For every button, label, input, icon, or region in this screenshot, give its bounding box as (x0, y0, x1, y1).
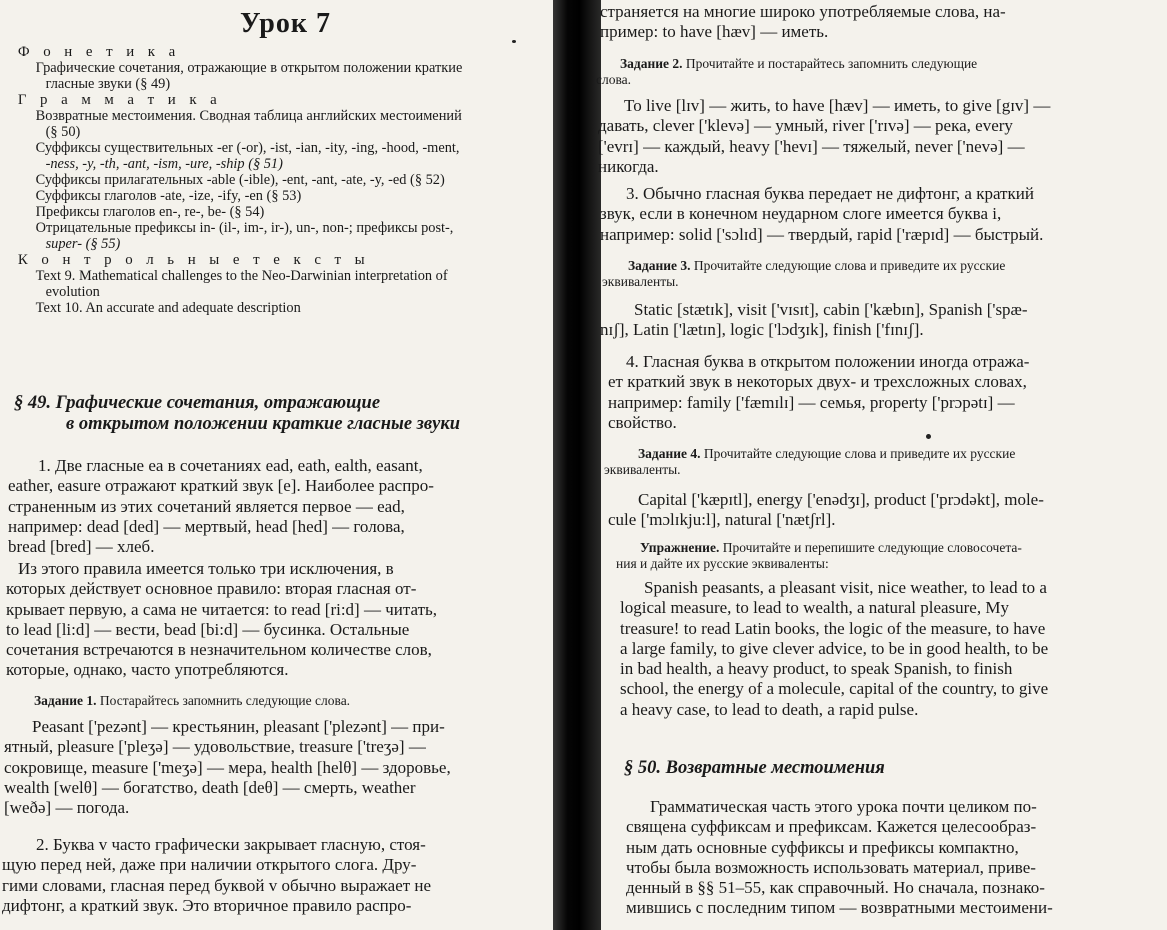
task-text: Прочитайте и постарайтесь запомнить следующие (685, 56, 978, 71)
text-line: to lead [li:d] — вести, bead [bi:d] — бусинка. Остальные (6, 619, 410, 639)
text-line: bread [bred] — хлеб. (8, 537, 155, 557)
toc-item-continued: -ness, -y, -th, -ant, -ism, -ure, -ship (§ 51) (45, 156, 283, 172)
paragraph-rule-2 (2, 835, 542, 916)
right-page (590, 0, 1167, 930)
task-text: эквиваленты. (604, 462, 681, 477)
task-4 (604, 446, 1016, 478)
task-text: Постарайтесь запомнить следующие слова. (99, 693, 351, 708)
paragraph-rule-3 (600, 184, 1160, 245)
task-text: Прочитайте следующие слова и приведите их русские (703, 446, 1016, 461)
section-title-line: § 49. Графические сочетания, отражающие (14, 393, 381, 413)
text-line: ['evrɪ] — каждый, heavy ['hevɪ] — тяжелый, never ['nevə] — (598, 136, 1025, 156)
text-line: свойство. (608, 412, 677, 432)
text-line: давать, clever ['klevə] — умный, river ['rɪvə] — река, every (598, 116, 1013, 136)
text-line: school, the energy of a molecule, capital of the country, to give (620, 679, 1049, 699)
paragraph-section-50 (626, 797, 1166, 919)
text-line: щую перед ней, даже при наличии открытого слога. Дру- (2, 855, 417, 875)
toc-item: Text 9. Mathematical challenges to the Neo-Darwinian interpretation of (35, 268, 448, 284)
text-line: logical measure, to lead to wealth, a natural pleasure, My (620, 598, 1009, 618)
paragraph-word-list-4 (608, 490, 1160, 531)
toc-item: Суффиксы существительных -er (-or), -ist, -ian, -ity, -ing, -hood, -ment, (35, 140, 460, 156)
table-of-contents (0, 44, 560, 316)
toc-item: Графические сочетания, отражающие в открытом положении краткие (35, 60, 463, 76)
lesson-title: Урок 7 (240, 8, 331, 39)
text-line: страняется на многие широко употребляемые слова, на- (600, 2, 1006, 21)
paragraph-word-list-1 (4, 717, 544, 818)
text-line: wealth [welθ] — богатство, death [deθ] — смерть, weather (4, 777, 416, 797)
task-text: слова. (596, 72, 632, 87)
text-line: in bad health, a heavy product, to speak Spanish, to finish (620, 659, 1013, 679)
toc-item-continued: (§ 50) (45, 124, 81, 140)
text-line: cule ['mɔlɪkju:l], natural ['nætʃrl]. (608, 510, 836, 530)
paragraph-phrases (620, 578, 1165, 720)
toc-heading: Ф о н е т и к а (17, 44, 181, 60)
paragraph-word-list-3 (600, 300, 1160, 341)
exercise-text: Прочитайте и перепишите следующие словосочета- (722, 540, 1022, 555)
exercise (616, 540, 1022, 572)
text-line: денный в §§ 51–55, как справочный. Но сначала, познако- (626, 878, 1045, 898)
task-1 (34, 693, 350, 709)
text-line: которые, однако, часто употребляются. (6, 660, 289, 680)
toc-item-continued: гласные звуки (§ 49) (45, 76, 171, 92)
task-text: Прочитайте следующие слова и приведите их русские (693, 258, 1006, 273)
toc-item: Суффиксы прилагательных -able (-ible), -ent, -ant, -ate, -y, -ed (§ 52) (35, 172, 445, 188)
text-line: ным дать основные суффиксы и префиксы компактно, (626, 837, 1019, 857)
text-line: крывает первую, а сама не читается: to read [ri:d] — читать, (6, 599, 438, 619)
text-line: Из этого правила имеется только три исключения, в (18, 559, 394, 578)
task-label: Задание 2. (620, 56, 683, 71)
section-title-line: в открытом положении краткие гласные звуки (66, 414, 461, 434)
paragraph-rule-1 (8, 456, 548, 557)
toc-item-continued: super- (§ 55) (45, 236, 121, 252)
toc-item: Text 10. An accurate and adequate description (35, 300, 301, 316)
text-line: a heavy case, to lead to death, a rapid pulse. (620, 699, 919, 719)
text-line: например: family ['fæmɪlɪ] — семья, property ['prɔpətɪ] — (608, 392, 1015, 412)
toc-heading: К о н т р о л ь н ы е т е к с т ы (17, 252, 370, 268)
task-text: эквиваленты. (602, 274, 679, 289)
exercise-label: Упражнение. (640, 540, 720, 555)
text-line: Static [stætɪk], visit ['vɪsɪt], cabin ['kæbɪn], Spanish ['spæ- (634, 300, 1028, 319)
text-line: например: solid ['sɔlɪd] — твердый, rapid ['ræpɪd] — быстрый. (600, 224, 1044, 244)
text-line: ет краткий звук в некоторых двух- и трехсложных словах, (608, 372, 1027, 392)
text-line: звук, если в конечном неударном слоге имеется буква i, (600, 204, 1002, 224)
text-line: чтобы была возможность использовать материал, приве- (626, 857, 1036, 877)
scan-speck (926, 434, 931, 439)
paragraph-rule-4 (608, 352, 1160, 433)
text-line: например: dead [ded] — мертвый, head [hed] — голова, (8, 516, 405, 536)
task-3 (602, 258, 1006, 290)
text-line: eather, easure отражают краткий звук [e]. Наиболее распро- (8, 476, 434, 496)
text-line: treasure! to read Latin books, the logic of the measure, to have (620, 618, 1046, 638)
scan-speck (512, 40, 516, 43)
task-2 (596, 56, 978, 88)
toc-heading: Г р а м м а т и к а (17, 92, 222, 108)
text-line: никогда. (598, 156, 659, 176)
task-label: Задание 4. (638, 446, 701, 461)
text-line: To live [lɪv] — жить, to have [hæv] — иметь, to give [gɪv] — (624, 96, 1051, 115)
task-label: Задание 3. (628, 258, 691, 273)
text-line: 1. Две гласные ea в сочетаниях ead, eath, ealth, easant, (38, 456, 423, 475)
toc-item: Возвратные местоимения. Сводная таблица английских местоимений (35, 108, 462, 124)
left-page (0, 0, 560, 930)
text-line: пример: to have [hæv] — иметь. (600, 22, 829, 42)
text-line: 3. Обычно гласная буква передает не дифтонг, а краткий (626, 184, 1034, 203)
text-line: дифтонг, а краткий звук. Это вторичное правило распро- (2, 895, 412, 915)
text-line: священа суффиксам и префиксам. Кажется целесообраз- (626, 817, 1037, 837)
text-line: Грамматическая часть этого урока почти целиком по- (650, 797, 1037, 816)
text-line: [weðə] — погода. (4, 798, 130, 818)
text-line: страненным из этих сочетаний является первое — ead, (8, 496, 405, 516)
text-line: которых действует основное правило: вторая гласная от- (6, 579, 417, 599)
text-line: 2. Буква v часто графически закрывает гласную, стоя- (36, 835, 426, 854)
text-line: мившись с последним типом — возвратными местоимени- (626, 898, 1053, 918)
text-line: 4. Гласная буква в открытом положении иногда отража- (626, 352, 1030, 371)
task-label: Задание 1. (34, 693, 97, 708)
text-line: сочетания встречаются в незначительном количестве слов, (6, 640, 432, 660)
toc-item: Префиксы глаголов en-, re-, be- (§ 54) (35, 204, 265, 220)
text-line: Peasant ['pezənt] — крестьянин, pleasant ['plezənt] — при- (32, 717, 445, 736)
toc-item-continued: evolution (45, 284, 100, 300)
paragraph-exceptions (6, 559, 548, 681)
toc-item: Суффиксы глаголов -ate, -ize, -ify, -en (§ 53) (35, 188, 302, 204)
text-line: a large family, to give clever advice, to be in good health, to be (620, 638, 1049, 658)
paragraph-continued (600, 2, 1160, 43)
text-line: сокровище, measure ['meʒə] — мера, health [helθ] — здоровье, (4, 757, 451, 777)
text-line: nɪʃ], Latin ['lætɪn], logic ['lɔdʒɪk], finish ['fɪnɪʃ]. (600, 320, 924, 340)
section-50-title: § 50. Возвратные местоимения (624, 758, 885, 778)
exercise-text: ния и дайте их русские эквиваленты: (616, 556, 829, 571)
paragraph-word-list-2 (598, 96, 1158, 177)
text-line: гими словами, гласная перед буквой v обычно выражает не (2, 875, 432, 895)
text-line: Spanish peasants, a pleasant visit, nice weather, to lead to a (644, 578, 1047, 597)
text-line: ятный, pleasure ['pleʒə] — удовольствие, treasure ['treʒə] — (4, 737, 426, 757)
toc-item: Отрицательные префиксы in- (il-, im-, ir-), un-, non-; префиксы post-, (35, 220, 454, 236)
section-49-title (14, 393, 460, 435)
text-line: Capital ['kæpɪtl], energy ['enədʒɪ], product ['prɔdəkt], mole- (638, 490, 1044, 509)
